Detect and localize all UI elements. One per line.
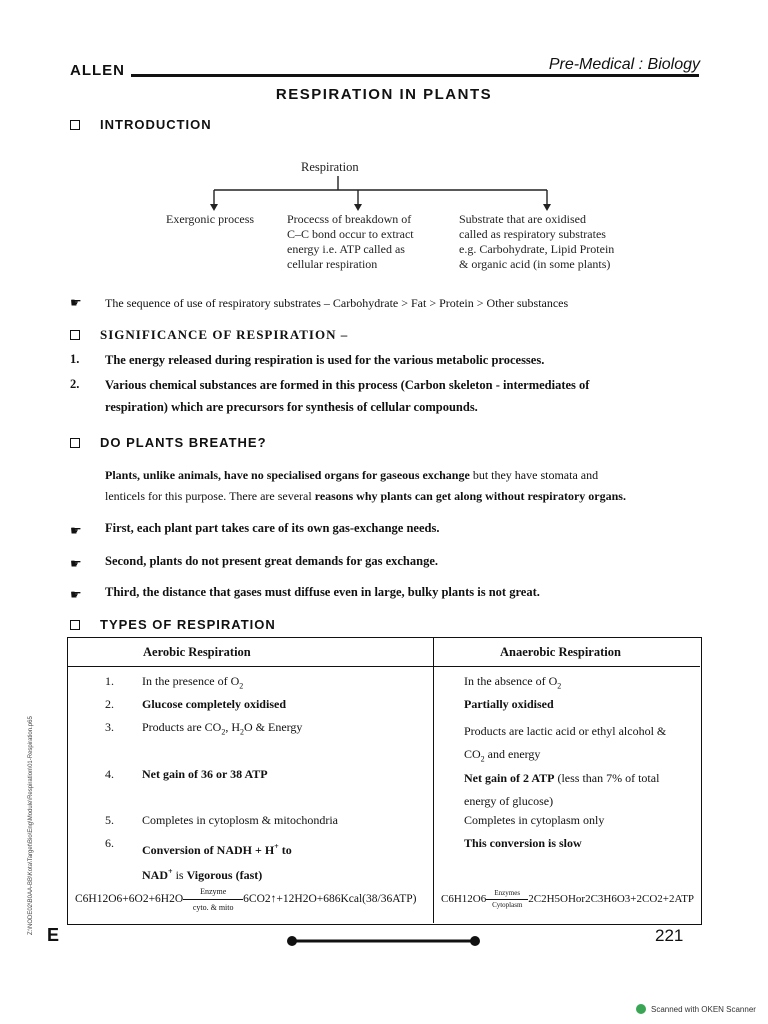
table-column-divider [433,637,434,923]
subscript: 2 [239,681,244,691]
branch-line: Substrate that are oxidised [459,212,586,226]
anaerobic-row-6: This conversion is slow [464,836,582,850]
subscript: 2 [240,727,244,737]
site-label: Cytoplasm [492,900,523,909]
reaction-arrow [183,886,243,912]
checkbox-icon [70,438,80,448]
branch-line: & organic acid (in some plants) [459,257,611,271]
col-header-aerobic: Aerobic Respiration [143,645,251,659]
cell-text: energy of glucose) [464,794,554,808]
equation-reactants: C6H12O6+6O2+6H2O [75,893,184,905]
checkbox-icon [70,620,80,630]
row-number: 1. [105,674,114,688]
section-significance [70,327,348,343]
aerobic-row-4: Net gain of 36 or 38 ATP [142,767,268,781]
anaerobic-row-4 [464,767,659,813]
pointing-hand-icon: ☛ [70,556,82,571]
diagram-connectors [180,176,560,214]
aerobic-row-3 [142,720,302,736]
site-label: cyto. & mito [192,902,234,912]
page-title-text: RESPIRATION IN PLANTS [275,86,493,103]
anaerobic-row-3 [464,720,666,770]
item-line: The energy released during respiration is used for the various metabolic processes. [105,353,545,367]
section-heading: TYPES OF RESPIRATION [100,617,276,632]
scanner-watermark: Scanned with OKEN Scanner [651,1005,756,1014]
branch-line: Exergonic process [166,212,255,226]
pointing-hand-icon: ☛ [70,523,82,538]
equation-products: 6CO2↑+12H2O+686Kcal(38/36ATP) [243,893,417,905]
diagram-branch-substrate [459,212,614,272]
row-number: 2. [105,697,114,711]
cell-text: O & Energy [244,720,303,734]
cell-text: Products are lactic acid or ethyl alcohol & [464,724,667,738]
subscript: 2 [480,754,485,764]
breathe-point-3: Third, the distance that gases must diffuse even in large, bulky plants is not great. [105,585,540,599]
diagram-root: Respiration [301,160,359,174]
diagram-branch-exergonic [166,212,254,227]
cell-text: CO [464,747,481,761]
branch-line: called as respiratory substrates [459,227,606,241]
brand-logo: ALLEN [70,62,125,79]
item-number: 1. [70,352,80,366]
checkbox-icon [70,330,80,340]
breathe-paragraph [105,465,715,507]
cell-text: (less than 7% of total [554,771,660,785]
cell-text: Net gain of 2 ATP [464,771,555,785]
anaerobic-row-1 [464,674,561,690]
page-title [0,86,768,103]
section-heading: INTRODUCTION [100,117,212,132]
enzyme-label: Enzyme [200,886,227,896]
anaerobic-row-5: Completes in cytoplasm only [464,813,605,827]
branch-line: C–C bond occur to extract [287,227,414,241]
header-rule [131,74,699,77]
cell-text: In the absence of O [464,674,558,688]
footer-letter: E [47,925,60,945]
significance-item-1 [105,349,705,371]
branch-line: cellular respiration [287,257,378,271]
scanner-logo-icon [636,1004,646,1014]
row-number: 4. [105,767,114,781]
enzyme-label: Enzymes [494,888,521,897]
item-number: 2. [70,377,80,391]
subject-label: Pre-Medical : Biology [548,56,700,73]
cell-text: Vigorous (fast) [186,868,263,882]
side-file-path: Z:\NODE02\B0AA-BB\Kota\Target\Bio\Eng\Module\Respiration\01-Respiration.p65 [28,716,34,935]
cell-text: Conversion of NADH + H [142,843,275,857]
reaction-arrow [486,888,528,909]
para-text: but they have stomata and [469,468,599,482]
checkbox-icon [70,120,80,130]
section-introduction [70,117,212,132]
row-number: 5. [105,813,114,827]
cell-text: and energy [484,747,541,761]
col-header-anaerobic: Anaerobic Respiration [500,645,621,659]
aerobic-row-1 [142,674,243,690]
superscript: + [274,842,279,851]
pointing-hand-icon: ☛ [70,587,82,602]
superscript: + [168,867,173,876]
significance-item-2 [105,374,705,418]
table-header-rule [67,666,700,667]
footer-rule [287,934,481,948]
breathe-point-1: First, each plant part takes care of its own gas-exchange needs. [105,521,440,535]
cell-text: In the presence of O [142,674,240,688]
section-heading: DO PLANTS BREATHE? [100,435,267,450]
pointing-hand-icon: ☛ [70,295,82,310]
row-number: 6. [105,836,114,850]
subscript: 2 [557,681,562,691]
anaerobic-row-2: Partially oxidised [464,697,554,711]
row-number: 3. [105,720,114,734]
section-types [70,617,276,632]
branch-line: e.g. Carbohydrate, Lipid Protein [459,242,615,256]
branch-line: Procecss of breakdown of [287,212,412,226]
equation-products: 2C2H5OHor2C3H6O3+2CO2+2ATP [528,893,695,905]
branch-line: energy i.e. ATP called as [287,242,405,256]
item-line: Various chemical substances are formed in this process (Carbon skeleton - intermediates of [105,378,590,392]
substrate-sequence: The sequence of use of respiratory substrates – Carbohydrate > Fat > Protein > Other substances [105,296,569,310]
subscript: 2 [221,727,226,737]
cell-text: is [172,868,187,882]
breathe-point-2: Second, plants do not present great demands for gas exchange. [105,554,439,568]
aerobic-equation [75,886,417,912]
aerobic-row-2: Glucose completely oxidised [142,697,286,711]
para-bold: reasons why plants can get along without respiratory organs. [314,489,626,503]
para-bold: Plants, unlike animals, have no specialised organs for gaseous exchange [105,468,470,482]
item-line: respiration) which are precursors for synthesis of cellular compounds. [105,400,478,414]
cell-text: Products are CO [142,720,222,734]
section-heading: SIGNIFICANCE OF RESPIRATION – [100,327,349,342]
cell-text: NAD [142,868,168,882]
aerobic-row-5: Completes in cytoplosm & mitochondria [142,813,338,827]
aerobic-row-6 [142,836,292,886]
anaerobic-equation [441,888,695,909]
para-text: lenticels for this purpose. There are several [105,489,315,503]
equation-reactants: C6H12O6 [441,893,487,905]
page-number: 221 [655,926,684,945]
cell-text: to [278,843,292,857]
diagram-branch-breakdown [287,212,414,272]
section-breathe [70,435,267,450]
cell-text: , H [225,720,240,734]
